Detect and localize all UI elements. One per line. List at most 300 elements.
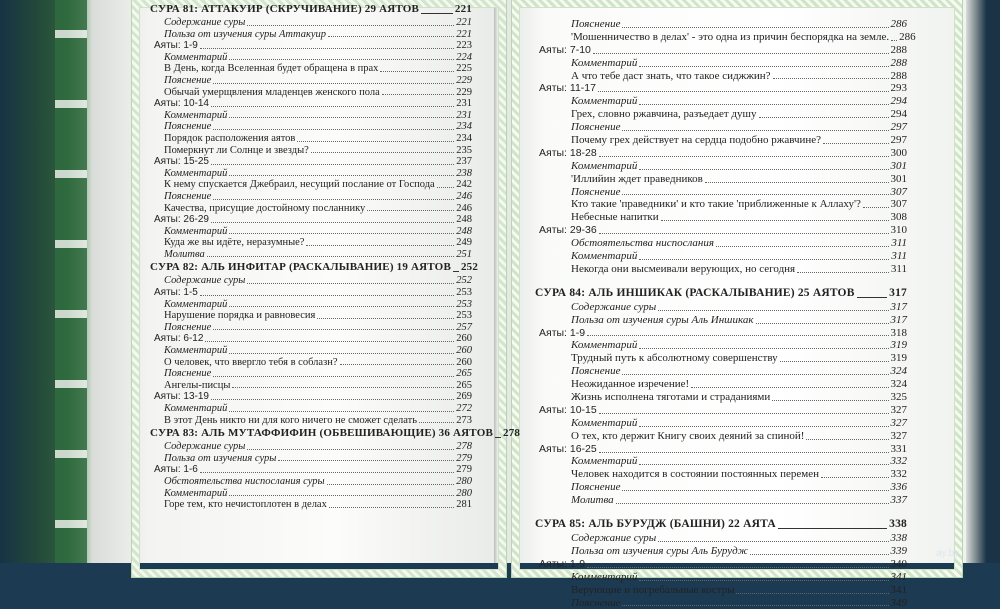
toc-entry-title: Почему грех действует на сердца подобно ржавчине?	[535, 134, 821, 147]
toc-entry-title: Польза от изучения суры Аттакуир	[150, 29, 326, 41]
toc-page-number: 273	[456, 415, 472, 427]
dot-leader	[616, 503, 889, 504]
toc-entry-title: Жизнь исполнена тяготами и страданиями	[535, 391, 770, 404]
toc-entry-title: Пояснение	[535, 597, 620, 609]
toc-entry-title: Комментарий	[535, 57, 637, 70]
dot-leader	[599, 452, 889, 453]
toc-page-number: 311	[891, 250, 907, 263]
toc-entry	[535, 18, 907, 31]
toc-entry-title: Качества, присущие достойному посланнику	[150, 203, 365, 215]
toc-entry-title: Комментарий	[150, 226, 227, 238]
toc-page-number: 246	[456, 191, 472, 203]
toc-entry	[150, 380, 472, 392]
toc-entry-title: Комментарий	[150, 168, 227, 180]
dot-leader	[778, 528, 887, 529]
toc-entry	[535, 82, 907, 95]
dot-leader	[639, 104, 888, 105]
toc-entry	[150, 29, 472, 41]
toc-entry	[150, 145, 472, 157]
toc-entry-title: Пояснение	[535, 186, 620, 199]
dot-leader	[599, 233, 889, 234]
dot-leader	[380, 71, 454, 72]
toc-entry	[150, 464, 472, 476]
toc-page-number: 337	[891, 494, 908, 507]
dot-leader	[213, 329, 454, 330]
toc-entry	[535, 584, 907, 597]
dot-leader	[750, 554, 889, 555]
dot-leader	[639, 259, 889, 260]
toc-entry-title: Нарушение порядка и равновесия	[150, 310, 315, 322]
toc-page-number: 341	[891, 571, 908, 584]
dot-leader	[213, 129, 454, 130]
toc-page-number: 248	[456, 226, 472, 238]
toc-entry-title: Комментарий	[535, 571, 637, 584]
toc-entry-title: Грех, словно ржавчина, разъедает душу	[535, 108, 757, 121]
toc-page-number: 327	[891, 430, 908, 443]
dot-leader	[756, 323, 889, 324]
toc-entry-title: Аяты: 16-25	[535, 443, 597, 456]
toc-entry-title: Аяты: 1-6	[150, 464, 198, 476]
toc-page-number: 332	[891, 455, 908, 468]
toc-entry-title: Комментарий	[150, 488, 227, 500]
dot-leader	[213, 83, 454, 84]
dot-leader	[247, 25, 454, 26]
toc-page-number: 223	[456, 40, 472, 52]
dot-leader	[598, 91, 889, 92]
toc-page-number: 260	[456, 345, 472, 357]
toc-entry	[150, 249, 472, 261]
toc-entry-title: Обстоятельства ниспослания	[535, 237, 714, 250]
page-edge	[966, 0, 1000, 563]
toc-page-number: 331	[891, 443, 908, 456]
toc-page-number: 288	[891, 57, 908, 70]
toc-chapter-heading	[535, 517, 907, 532]
dot-leader	[200, 48, 454, 49]
toc-page-number: 288	[891, 44, 908, 57]
toc-entry	[535, 404, 907, 417]
toc-page-number: 249	[456, 237, 472, 249]
toc-page-number: 257	[456, 322, 472, 334]
toc-page-number: 280	[456, 476, 472, 488]
dot-leader	[211, 164, 454, 165]
toc-page-number: 246	[456, 203, 472, 215]
toc-page-number: 231	[456, 110, 472, 122]
toc-entry	[535, 211, 907, 224]
toc-entry-title: Пояснение	[150, 368, 211, 380]
toc-entry	[535, 494, 907, 507]
toc-entry-title: Пояснение	[535, 121, 620, 134]
toc-entry-title: СУРА 82: АЛЬ ИНФИТАР (РАСКАЛЫВАНИЕ) 19 АЯТОВ	[150, 260, 451, 275]
toc-entry	[535, 250, 907, 263]
toc-page-number: 317	[891, 314, 908, 327]
dot-leader	[891, 40, 897, 41]
toc-entry-title: 'Мошенничество в делах' - это одна из причин беспорядка на земле.	[535, 31, 889, 44]
dot-leader	[773, 78, 889, 79]
dot-leader	[622, 374, 888, 375]
toc-entry-title: Аяты: 10-14	[150, 98, 209, 110]
dot-leader	[229, 233, 454, 234]
toc-page-number: 319	[891, 352, 908, 365]
toc-entry	[535, 443, 907, 456]
toc-entry	[150, 133, 472, 145]
toc-entry	[535, 468, 907, 481]
toc-entry	[535, 314, 907, 327]
toc-left	[150, 2, 472, 511]
toc-page-number: 279	[456, 464, 472, 476]
toc-page-number: 310	[891, 224, 908, 237]
toc-entry-title: Человек находится в состоянии постоянных перемен	[535, 468, 819, 481]
toc-entry	[535, 121, 907, 134]
toc-entry-title: Комментарий	[535, 250, 637, 263]
toc-page-number: 294	[891, 95, 908, 108]
dot-leader	[797, 272, 889, 273]
dot-leader	[437, 187, 455, 188]
dot-leader	[780, 361, 889, 362]
toc-entry-title: Пояснение	[150, 322, 211, 334]
dot-leader	[622, 194, 888, 195]
toc-page-number: 221	[455, 2, 472, 17]
dot-leader	[639, 348, 888, 349]
dot-leader	[317, 318, 454, 319]
dot-leader	[658, 310, 888, 311]
toc-entry-title: СУРА 83: АЛЬ МУТАФФИФИН (ОБВЕШИВАЮЩИЕ) 36 АЯТОВ	[150, 426, 493, 441]
toc-page-number: 281	[456, 499, 472, 511]
toc-entry	[535, 44, 907, 57]
toc-entry-title: Аяты: 7-10	[535, 44, 591, 57]
toc-entry-title: СУРА 81: АТТАКУИР (СКРУЧИВАНИЕ) 29 АЯТОВ	[150, 2, 419, 17]
toc-page-number: 286	[891, 18, 908, 31]
toc-entry-title: Аяты: 29-36	[535, 224, 597, 237]
toc-chapter-heading	[535, 286, 907, 301]
toc-page-number: 278	[503, 426, 520, 441]
toc-entry-title: Молитва	[150, 249, 205, 261]
spine-ornament	[55, 0, 87, 563]
dot-leader	[593, 53, 889, 54]
toc-page-number: 338	[889, 517, 907, 532]
toc-entry	[150, 476, 472, 488]
toc-entry-title: Кто такие 'праведники' и кто такие 'приближенные к Аллаху'?	[535, 198, 861, 211]
toc-page-number: 234	[456, 133, 472, 145]
toc-page-number: 341	[891, 584, 908, 597]
toc-entry	[150, 121, 472, 133]
toc-entry	[150, 40, 472, 52]
toc-entry-title: Аяты: 13-19	[150, 391, 209, 403]
toc-page-number: 253	[456, 287, 472, 299]
toc-entry-title: Куда же вы идёте, неразумные?	[150, 237, 304, 249]
dot-leader	[297, 141, 454, 142]
toc-spacer	[535, 276, 907, 286]
toc-entry-title: Комментарий	[535, 339, 637, 352]
dot-leader	[213, 376, 454, 377]
dot-leader	[658, 541, 888, 542]
dot-leader	[495, 437, 501, 438]
toc-entry	[150, 488, 472, 500]
toc-entry	[150, 310, 472, 322]
dot-leader	[340, 364, 455, 365]
toc-entry	[150, 368, 472, 380]
toc-entry-title: Пояснение	[535, 365, 620, 378]
toc-entry	[150, 17, 472, 29]
dot-leader	[367, 210, 454, 211]
toc-entry	[535, 327, 907, 340]
toc-entry-title: Комментарий	[150, 345, 227, 357]
toc-entry	[535, 263, 907, 276]
dot-leader	[311, 152, 454, 153]
dot-leader	[211, 399, 454, 400]
toc-page-number: 339	[891, 545, 908, 558]
toc-page-number: 327	[891, 404, 908, 417]
toc-page-number: 252	[456, 275, 472, 287]
toc-page-number: 269	[456, 391, 472, 403]
toc-entry-title: Содержание суры	[150, 441, 245, 453]
toc-page-number: 317	[889, 286, 907, 301]
toc-entry	[535, 532, 907, 545]
toc-entry	[150, 98, 472, 110]
watermark: ay.by	[936, 548, 959, 559]
toc-entry	[535, 352, 907, 365]
toc-entry	[535, 339, 907, 352]
toc-page-number: 252	[461, 260, 478, 275]
toc-page-number: 307	[891, 186, 908, 199]
toc-page-number: 237	[456, 156, 472, 168]
toc-entry	[535, 456, 907, 469]
toc-page-number: 325	[891, 391, 908, 404]
dot-leader	[639, 169, 888, 170]
toc-entry	[150, 87, 472, 99]
dot-leader	[211, 106, 454, 107]
toc-page-number: 324	[891, 378, 908, 391]
dot-leader	[229, 411, 454, 412]
toc-entry-title: Аяты: 6-12	[150, 333, 203, 345]
toc-page-number: 224	[456, 52, 472, 64]
toc-page-number: 349	[891, 597, 908, 609]
toc-right	[535, 18, 907, 609]
dot-leader	[247, 449, 454, 450]
dot-leader	[419, 422, 454, 423]
toc-page-number: 317	[891, 301, 908, 314]
dot-leader	[622, 605, 888, 606]
toc-entry	[535, 31, 907, 44]
toc-entry	[150, 156, 472, 168]
dot-leader	[247, 283, 454, 284]
toc-page-number: 280	[456, 488, 472, 500]
toc-page-number: 324	[891, 365, 908, 378]
toc-spacer	[535, 507, 907, 517]
toc-entry-title: Аяты: 11-17	[535, 82, 596, 95]
toc-entry	[150, 214, 472, 226]
toc-entry	[150, 75, 472, 87]
toc-entry-title: В День, когда Вселенная будет обращена в прах	[150, 63, 378, 75]
toc-page-number: 301	[891, 173, 908, 186]
toc-page-number: 300	[891, 147, 908, 160]
toc-entry	[535, 545, 907, 558]
toc-entry-title: Комментарий	[150, 110, 227, 122]
toc-entry-title: Комментарий	[150, 299, 227, 311]
toc-entry	[150, 191, 472, 203]
toc-entry	[150, 226, 472, 238]
toc-page-number: 311	[891, 237, 907, 250]
dot-leader	[229, 306, 454, 307]
toc-page-number: 286	[899, 31, 916, 44]
dot-leader	[421, 13, 453, 14]
toc-entry	[150, 391, 472, 403]
dot-leader	[863, 207, 889, 208]
dot-leader	[306, 245, 454, 246]
dot-leader	[587, 567, 888, 568]
dot-leader	[772, 400, 888, 401]
toc-entry-title: Аяты: 15-25	[150, 156, 209, 168]
dot-leader	[639, 66, 888, 67]
toc-entry-title: Неожиданное изречение!	[535, 378, 689, 391]
toc-page-number: 229	[456, 87, 472, 99]
dot-leader	[622, 130, 888, 131]
toc-page-number: 253	[456, 310, 472, 322]
toc-page-number: 307	[891, 198, 908, 211]
toc-entry	[150, 357, 472, 369]
toc-chapter-heading	[150, 426, 472, 441]
toc-entry-title: Пояснение	[150, 121, 211, 133]
toc-page-number: 234	[456, 121, 472, 133]
toc-entry	[150, 453, 472, 465]
dot-leader	[211, 222, 454, 223]
dot-leader	[736, 593, 888, 594]
toc-page-number: 297	[891, 121, 908, 134]
toc-entry-title: Комментарий	[535, 417, 637, 430]
dot-leader	[661, 220, 889, 221]
toc-entry	[535, 173, 907, 186]
toc-entry	[150, 322, 472, 334]
dot-leader	[857, 297, 888, 298]
toc-page-number: 332	[891, 468, 908, 481]
toc-entry	[150, 179, 472, 191]
toc-entry-title: Содержание суры	[535, 301, 656, 314]
toc-entry	[535, 391, 907, 404]
dot-leader	[278, 460, 454, 461]
toc-page-number: 308	[891, 211, 908, 224]
toc-page-number: 301	[891, 160, 908, 173]
dot-leader	[328, 36, 454, 37]
toc-entry	[535, 108, 907, 121]
toc-entry	[535, 481, 907, 494]
toc-entry	[535, 224, 907, 237]
dot-leader	[599, 413, 889, 414]
dot-leader	[232, 387, 454, 388]
toc-entry-title: Порядок расположения аятов	[150, 133, 295, 145]
toc-entry-title: К нему спускается Джебраил, несущий послание от Господа	[150, 179, 435, 191]
toc-entry-title: Аяты: 1-9	[535, 558, 585, 571]
dot-leader	[639, 464, 888, 465]
toc-entry	[535, 301, 907, 314]
toc-entry	[150, 168, 472, 180]
toc-entry	[150, 499, 472, 511]
toc-entry	[535, 160, 907, 173]
dot-leader	[229, 495, 454, 496]
toc-entry-title: Обычай умерщвления младенцев женского пола	[150, 87, 380, 99]
toc-page-number: 253	[456, 299, 472, 311]
toc-entry	[150, 415, 472, 427]
toc-entry	[535, 95, 907, 108]
toc-page-number: 251	[456, 249, 472, 261]
dot-leader	[806, 439, 888, 440]
toc-entry-title: Комментарий	[535, 455, 637, 468]
toc-page-number: 242	[456, 179, 472, 191]
toc-entry-title: Аяты: 1-9	[150, 40, 198, 52]
toc-entry	[150, 299, 472, 311]
dot-leader	[229, 117, 454, 118]
toc-entry	[535, 571, 907, 584]
toc-entry-title: Польза от изучения суры Аль Бурудж	[535, 545, 748, 558]
toc-entry-title: Молитва	[535, 494, 614, 507]
toc-page-number: 340	[891, 558, 908, 571]
toc-entry	[535, 186, 907, 199]
toc-entry	[535, 378, 907, 391]
toc-entry-title: СУРА 85: АЛЬ БУРУДЖ (БАШНИ) 22 АЯТА	[535, 517, 776, 532]
toc-entry-title: Верующие и погребальные костры	[535, 584, 734, 597]
toc-entry-title: Обстоятельства ниспослания суры	[150, 476, 325, 488]
toc-chapter-heading	[150, 2, 472, 17]
toc-page-number: 260	[456, 357, 472, 369]
toc-page-number: 336	[891, 481, 908, 494]
dot-leader	[691, 387, 888, 388]
toc-page-number: 293	[891, 82, 908, 95]
toc-page-number: 238	[456, 168, 472, 180]
dot-leader	[587, 335, 888, 336]
toc-entry-title: Пояснение	[150, 191, 211, 203]
dot-leader	[622, 27, 888, 28]
toc-entry	[150, 110, 472, 122]
toc-entry	[150, 237, 472, 249]
dot-leader	[200, 472, 454, 473]
toc-entry	[535, 365, 907, 378]
toc-entry-title: Трудный путь к абсолютному совершенству	[535, 352, 778, 365]
toc-page-number: 294	[891, 108, 908, 121]
toc-page-number: 231	[456, 98, 472, 110]
toc-entry	[535, 417, 907, 430]
toc-entry	[535, 198, 907, 211]
dot-leader	[229, 175, 454, 176]
toc-page-number: 318	[891, 327, 908, 340]
dot-leader	[329, 507, 454, 508]
toc-page-number: 221	[456, 17, 472, 29]
dot-leader	[599, 156, 889, 157]
toc-entry	[150, 345, 472, 357]
toc-entry-title: Пояснение	[535, 481, 620, 494]
toc-page-number: 225	[456, 63, 472, 75]
toc-page-number: 338	[891, 532, 908, 545]
toc-entry	[150, 63, 472, 75]
toc-entry	[535, 134, 907, 147]
toc-page-number: 311	[891, 263, 907, 276]
toc-entry	[150, 275, 472, 287]
toc-page-number: 278	[456, 441, 472, 453]
toc-entry	[535, 237, 907, 250]
dot-leader	[705, 182, 889, 183]
dot-leader	[229, 59, 454, 60]
toc-entry-title: О человек, что ввергло тебя в соблазн?	[150, 357, 338, 369]
dot-leader	[382, 94, 454, 95]
toc-entry-title: Содержание суры	[535, 532, 656, 545]
toc-page-number: 221	[456, 29, 472, 41]
toc-entry-title: Комментарий	[535, 95, 637, 108]
toc-entry	[150, 52, 472, 64]
dot-leader	[821, 477, 888, 478]
toc-entry-title: Аяты: 26-29	[150, 214, 209, 226]
toc-entry-title: Комментарий	[150, 52, 227, 64]
toc-page-number: 272	[456, 403, 472, 415]
dot-leader	[207, 256, 455, 257]
toc-entry-title: Аяты: 10-15	[535, 404, 597, 417]
toc-entry-title: Ангелы-писцы	[150, 380, 230, 392]
